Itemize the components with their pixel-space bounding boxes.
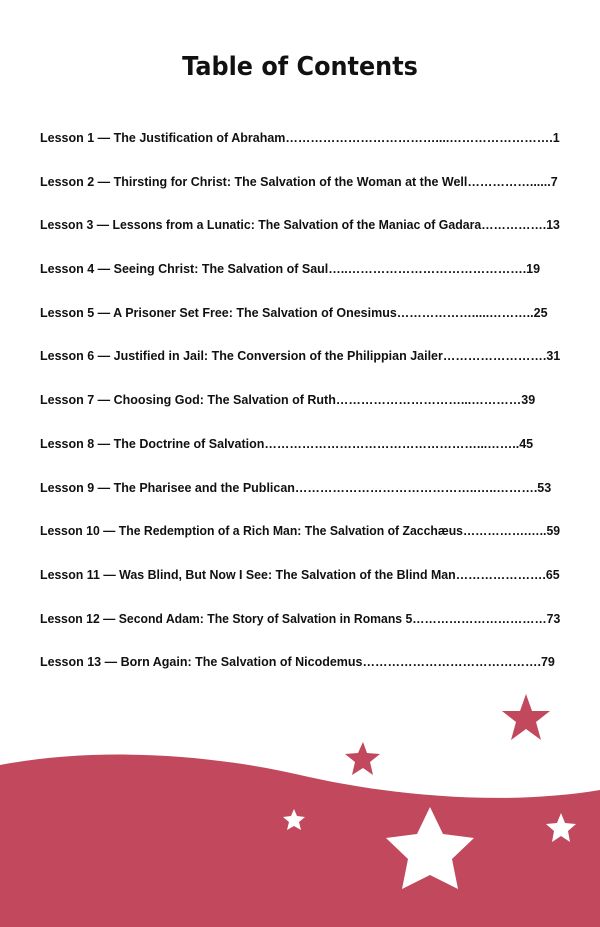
toc-entry: Lesson 1 — The Justification of Abraham………………………………....…………………….1 xyxy=(40,131,560,145)
toc-entry: Lesson 13 — Born Again: The Salvation of Nicodemus…………………………………….79 xyxy=(40,655,555,670)
toc-entry: Lesson 4 — Seeing Christ: The Salvation of Saul…..…………………………………….19 xyxy=(40,262,541,277)
star-icon xyxy=(345,742,380,775)
toc-entry: Lesson 5 — A Prisoner Set Free: The Salvation of Onesimus……………….....………..25 xyxy=(40,305,548,320)
page-title: Table of Contents xyxy=(182,52,418,82)
toc-entry: Lesson 3 — Lessons from a Lunatic: The Salvation of the Maniac of Gadara…………….13 xyxy=(40,218,560,233)
toc-entry: Lesson 7 — Choosing God: The Salvation of Ruth…………………………...…………39 xyxy=(40,393,536,408)
star-icon xyxy=(502,694,550,740)
toc-entry: Lesson 6 — Justified in Jail: The Conversion of the Philippian Jailer…………………….31 xyxy=(40,349,561,364)
table-of-contents xyxy=(40,129,560,697)
toc-entry: Lesson 10 — The Redemption of a Rich Man: The Salvation of Zacchæus…………….…..59 xyxy=(40,524,561,539)
wave-shape xyxy=(0,755,600,927)
toc-entry: Lesson 8 — The Doctrine of Salvation……………………………………………...……..45 xyxy=(40,436,534,451)
toc-entry: Lesson 12 — Second Adam: The Story of Salvation in Romans 5……………………………73 xyxy=(40,611,561,626)
toc-entry: Lesson 11 — Was Blind, But Now I See: The Salvation of the Blind Man………………….65 xyxy=(40,567,560,582)
toc-entry: Lesson 2 — Thirsting for Christ: The Salvation of the Woman at the Well……………......7 xyxy=(40,174,558,189)
toc-entry: Lesson 9 — The Pharisee and the Publican……………………………………..…..……….53 xyxy=(40,480,552,495)
